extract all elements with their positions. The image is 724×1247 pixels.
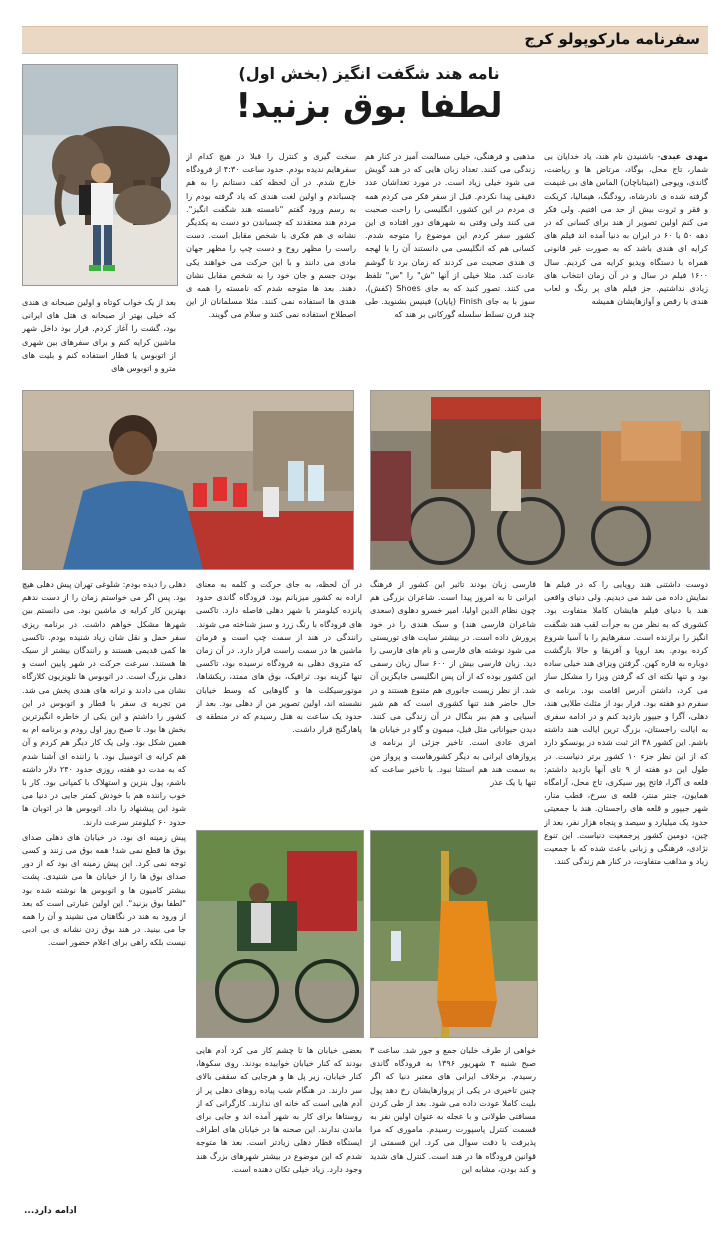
- text-column-9: [370, 1044, 536, 1220]
- column-10-text: بعضی خیابان ها تا چشم کار می کرد آدم هایی بودند که کنار خیابان خوابیده بودند. روی سکوها، کنار خیابان، زیر پل ها و هرجایی که سقفی بالای سر دارند. در هنگام شب پیاده روهای دهلی پر از آدم هایی است که خانه ای ندارند. کارگرانی که از روستاها برای کار به شهر آمده اند و جایی برای ماندن ندارند. این صحنه ها در خیابان های اطراف ایستگاه قطار دهلی زیادتر است. بعد ها متوجه شدم که این موضوع در بیشتر شهرهای بزرگ هند وجود دارد. زیاد خیلی تکان دهنده است.: [196, 1045, 362, 1174]
- section-header: [22, 26, 708, 54]
- column-2-text: مذهبی و فرهنگی، خیلی مسالمت آمیز در کنار هم زندگی می کنند. تعداد زبان هایی که در هند گویش می شود خیلی زیاد است. در مورد تعداشان عدد دقیقی پیدا نکردم. قبل از سفر فکر می کردم همه ی مردم در این کشور، انگلیسی را راحت صحبت می کنند ولی وقتی به شهرهای دور افتاده ی این کشور سفر کردم این موضوع را متوجه شدم. کسانی هم که انگلیسی می دانستند آن را با لهجه ی هندی صحبت می کردند که زمان برد تا گوشم عادت کند. مثلا خیلی از آنها "ش" را "س" تلفظ می کنند. تصور کنید که به جای Shoes (کفش)، سوز با به جای Finish (پایان) فینیس بشنوید. طی چند قرن تسلط سلسله گورکانی بر هند که: [365, 151, 535, 320]
- text-column-1: [544, 150, 708, 380]
- author-name: مهدی عبدی: [660, 151, 708, 161]
- article-subtitle: نامه هند شگفت انگیز (بخش اول): [238, 64, 500, 83]
- section-title: سفرنامه مارکوپولو کرج: [524, 30, 700, 48]
- cycle-rickshaw-image: [197, 831, 363, 1037]
- column-3-text: سخت گیری و کنترل را قبلا در هیچ کدام از سفرهایم ندیده بودم. حدود ساعت ۴:۳۰ از فرودگاه خارج شدم. در آن لحظه کف دستانم را به هم چسباندم و اولین لغت هندی که یاد گرفته بودم را به رسم ورود گفتم "نامسته هند شگفت انگیز". مردم هند معتقدند که چسباندن دو دست به یکدیگر نشانه ی هم فکری با شخص مقابل است. دست راست را مظهر روح و دست چپ را مظهر جهان مادی می دانند و با این حرکت می خواهند یکی بودن جسم و جان خود را به شخص مقابل نشان دهند. بعد ها متوجه شدم که نامسته را همه ی هندی ها استفاده نمی کنند. مثلا مسلمانان از این اصطلاح استفاده نمی کنند و سلام می گویند.: [186, 151, 356, 320]
- rickshaw-street-image: [371, 391, 709, 569]
- sadhu-image: [371, 831, 537, 1037]
- column-8-text: دهلی را دیده بودم: شلوغی تهران پیش دهلی هیچ بود. پس اگر می خواستم زمان را از دست ندهم بهترین کار کرایه ی ماشین بود. می دانستم بین شهرها مشکل خواهم داشت. در برنامه ریزی سفر حمل و نقل شان زیاد شنیده بودم. تاکسی ها کمی قدیمی هستند و رانندگان بیشتر از سیک ها هستند. سرعت حرکت در شهر پایین است و دهلی بزرگ است. در اتوبوس ها تلویزیون کلازگاه نشان می دادند و ترانه های هندی پخش می شد. من تجربه ی سفر با قطار و اتوبوس در این کشور را داشتم و این یکی از خاطره انگیزترین بخش ها بود. تا صبح روز اول رودم و برنامه ام به همین شکل بود. ولی یک کار دیگر هم کردم و آن هم کرایه ی اتومبیل بود. با راننده ای آشنا شدم که به مدت دو هفته، روزی حدود ۲۴۰ دلار داشته باشم، پول بنزین و استهلاک با کمپانی بود. کار با خوب راننده هم با خودش کمتر جایی در دنیا می شود این پیشنهاد را داد. اتوبوس ها در اتوبان ها حدود ۶۰ کیلومتر سرعت دارند.: [22, 579, 186, 827]
- text-column-2: [365, 150, 535, 380]
- text-column-6: [370, 578, 536, 820]
- text-column-5: [544, 578, 708, 1218]
- continued-note: ادامه دارد...: [24, 1206, 77, 1216]
- column-11-text: پیش زمینه ای بود. در خیابان های دهلی صدای بوق ها قطع نمی شد! همه بوق می زنند و کسی توجه نمی کرد. این پیش زمینه ای بود که از دور صدای بوق ها را از خیابان ها می شنیدی. پشت بیشتر کامیون ها و اتوبوس ها نوشته شده بود "لطفا بوق بزنید". این اولین عبارتی است که بعد از ورود به هند در نگاهتان می نشیند و آن را همه جا می بینید. در هند بوق زدن نشانه ی بی ادبی نیست بلکه راهی برای اعلام حضور است.: [22, 831, 186, 948]
- article-headline: لطفا بوق بزنید!: [235, 86, 503, 126]
- text-column-3: [186, 150, 356, 380]
- column-6-text: فارسی زبان بودند تاثیر این کشور از فرهنگ ایرانی تا به امروز پیدا است. شاعران بزرگی هم چون نظام الدین اولیا، امیر خسرو دهلوی (سعدی شاعران فارسی هند) و سبک هندی را در خود پرورش داده است. در بیشتر سایت های توریستی می شود نوشته های فارسی و نام های فارسی را دید. زبان فارسی بیش از ۶۰۰ سال زبان رسمی این کشور بوده که از آن پس انگلیسی جایگزین آن شد. از نظر زیست جانوری هم متنوع هستند و در حال حاضر هند تنها کشوری است که هم شیر آسیایی و هم ببر بنگال در آن زندگی می کنند. دیدن حیواناتی مثل فیل، میمون و گاو در خیابان ها امری عادی است. تاخیر جزئی از برنامه ی پروازهای ایرانی به دیگر کشورهاست و پرواز من به سمت هند هم استثنا نبود. با تاخیر ساعت که تنها یا یک عذر: [370, 579, 536, 788]
- photo-rickshaw-street: [370, 390, 710, 570]
- column-4-text: بعد از یک خواب کوتاه و اولین صبحانه ی هندی که خیلی بهتر از صبحانه ی هتل های ایرانی بود، گشت را آغاز کردم. قرار بود داخل شهر ماشین کرایه کنم و برای سفرهای بین شهری از اتوبوس یا قطار استفاده کنم و بلیت های مترو و اتوبوس های: [22, 297, 176, 374]
- photo-cycle-rickshaw: [196, 830, 364, 1038]
- text-column-8: [22, 578, 186, 1198]
- photo-street-vendor: [22, 390, 354, 570]
- column-9-text: خواهی از طرف خلبان جمع و جور شد. ساعت ۳ صبح شنبه ۴ شهریور ۱۳۹۶ به فرودگاه گاندی رسیدم. برخلاف ایرانی های معتبر دنیا که اگر چنین تاخیری در یکی از پروازهایشان رخ دهد پول بلیت کاملا عودت داده می شود. بعد از طی کردن مسافتی طولانی و با عجله به عنوان اولین نفر به قسمت کنترل پاسپورت رسیدم. ماموری که مرا پذیرفت با دقت سوال می کرد. این قسمتی از قوانین فرودگاه ها در هند است. کنترل های شدید و کند بودن، مشابه این: [370, 1045, 536, 1174]
- column-1-text: - باشنیدن نام هند، یاد خدایان بی شمار، تاج محل، بوگاد، مرتاض ها و ریاضت، گاندی، ویوجی (امیتاباچان) الماس های بی غنیمت گرفته شده ی نادرشاه، رودگنگ، هیمالیا، کریکت و فقر و ثروت بیش از حد می افتیم. ولی فکر می کنم اولین تصویر از هند برای کسانی که در دهه ۵۰ یا ۶۰ در ایران به دنیا آمده اند فیلم های کرایه ای هندی باشد که به صورت غیر قانونی همراه با دستگاه ویدیو کرایه می کردیم. سال ۱۶۰۰ فیلم در سال و در آن زمان انتخاب های زیادی نداشتیم. جز فیلم های پر رنگ و لعاب هندی با رقص و آوازهایشان همیشه: [544, 151, 708, 307]
- text-column-4: [22, 296, 176, 380]
- column-5-text: دوست داشتنی هند رویایی را که در فیلم ها نمایش داده می شد می دیدیم. ولی دنیای واقعی هند با دنیای فیلم هایشان کاملا متفاوت بود. کشوری که به نظر من به جرأت لقب هند شگفت انگیز را برازنده است. سفرهایم را با آسیا شروع کرده بودم. بعد اروپا و آفریقا و حالا بازگشت دوباره به قاره کهن. گرفتن ویزای هند خیلی ساده بود و تنها نکته ای که گرفتن ویزا را مشکل ساز می کرد، داشتن آدرس اقامت بود. برنامه ی سفرم دو هفته بود. قرار بود از مثلث طلایی هند، دهلی، آگرا و جیپور بازدید کنم و در ادامه سفری به ایالت راجستان، بزرگ ترین ایالت هند داشته باشم. این کشور ۳۸ اثر ثبت شده در یونسکو دارد که از این نظر جزء ۱۰ کشور برتر دنیاست. در طول این دو هفته از ۹ تای آنها بازدید داشتم: قلعه ی آگرا، فاتح پور سیکری، تاج محل، آرامگاه همایون، جنتر منتر، قلعه ی سرخ، قطب منار، شهر جیپور و قلعه های راجستان. هند با جمعیتی حدود یک میلیارد و سیصد و پنجاه هزار نفر، بعد از چین، دومین کشور پرجمعیت دنیاست. این تنوع نژادی، فرهنگی و زبانی باعث شده که با جمعیت زیاد و مذاهب متفاوت، در کنار هم زندگی کنند.: [544, 579, 708, 867]
- photo-elephant-statues: [22, 64, 178, 286]
- column-7-text: در آن لحظه، به جای حرکت و کلمه به معنای اراده به کشور میزبانم بود. فرودگاه گاندی حدود پانزده کیلومتر با شهر دهلی فاصله دارد. تاکسی های فرودگاه با رنگ زرد و سبز شناخته می شوند. رانندگی در هند از سمت چپ است و فرمان ماشین ها در سمت راست قرار دارد. در آن زمان که متروی دهلی به فرودگاه نرسیده بود، تاکسی تنها گزینه بود. ترافیک، بوق های ممتد، ریکشاها، موتورسیکلت ها و گاوهایی که وسط خیابان نشسته اند، اولین تصویر من از دهلی بود. بعد از حدود یک ساعت به هتل رسیدم که در منطقه ی پاهارگنج قرار داشت.: [196, 579, 362, 735]
- street-vendor-image: [23, 391, 353, 569]
- text-column-10: [196, 1044, 362, 1220]
- elephant-statues-image: [23, 65, 177, 285]
- text-column-7: [196, 578, 362, 820]
- photo-sadhu: [370, 830, 538, 1038]
